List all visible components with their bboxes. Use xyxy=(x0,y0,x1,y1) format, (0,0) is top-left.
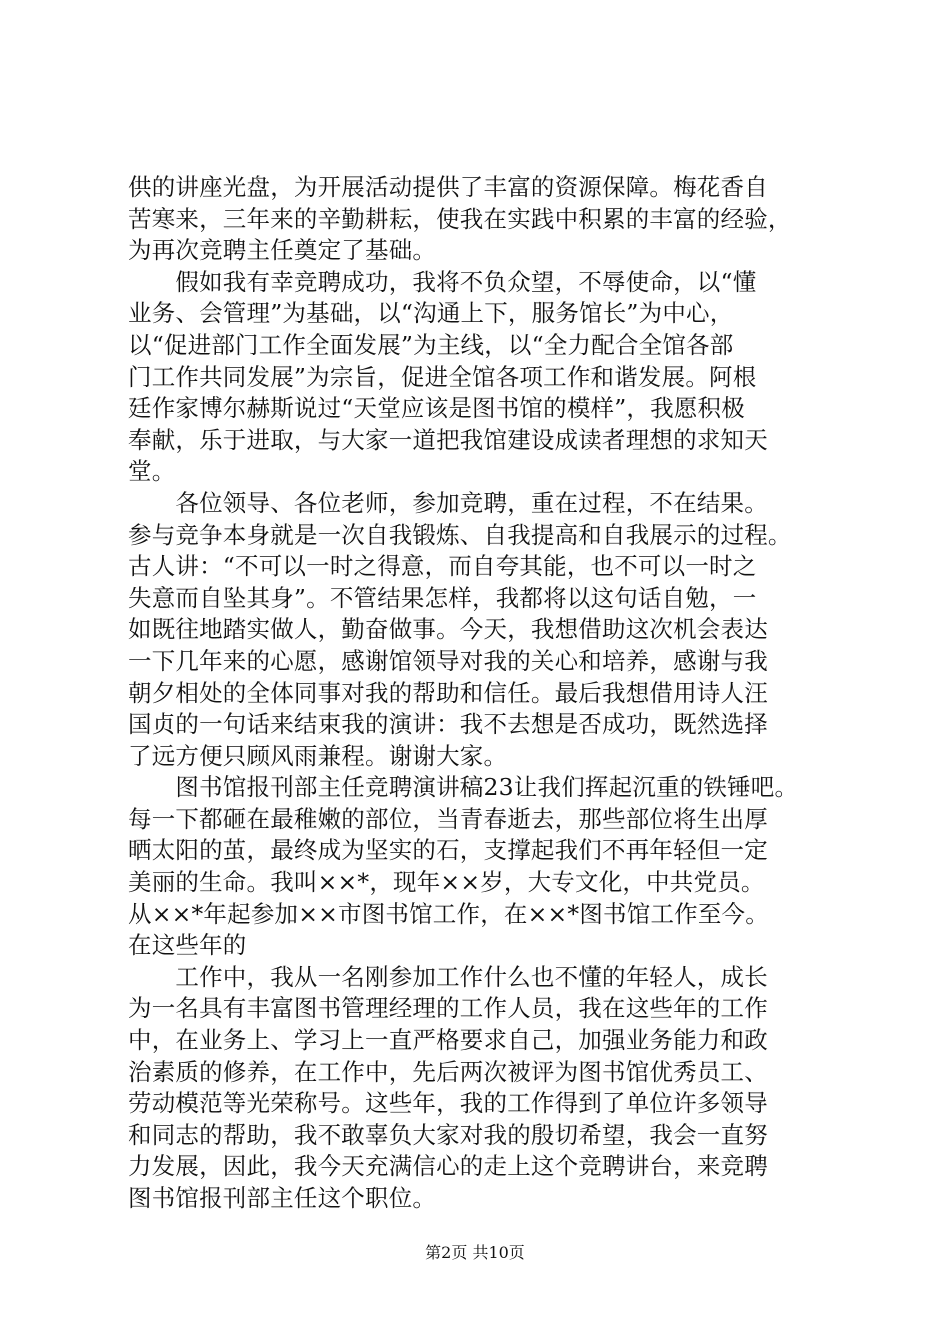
text-line: 晒太阳的茧，最终成为坚实的石，支撑起我们不再年轻但一定 xyxy=(128,836,768,865)
text-line: 图书馆报刊部主任竞聘演讲稿23让我们挥起沉重的铁锤吧。 xyxy=(128,773,799,802)
text-line: 劳动模范等光荣称号。这些年，我的工作得到了单位许多领导 xyxy=(128,1089,768,1118)
text-line: 图书馆报刊部主任这个职位。 xyxy=(128,1184,437,1212)
page-footer xyxy=(0,1243,950,1263)
text-line: 假如我有幸竞聘成功，我将不负众望，不辱使命，以“懂 xyxy=(128,267,757,296)
text-line: 供的讲座光盘，为开展活动提供了丰富的资源保障。梅花香自 xyxy=(128,173,768,201)
text-line: 为一名具有丰富图书管理经理的工作人员，我在这些年的工作 xyxy=(128,994,768,1023)
text-line: 和同志的帮助，我不敢辜负大家对我的殷切希望，我会一直努 xyxy=(128,1120,768,1149)
text-line: 国贞的一句话来结束我的演讲：我不去想是否成功，既然选择 xyxy=(128,710,768,739)
text-line: 失意而自坠其身”。不管结果怎样，我都将以这句话自勉，一 xyxy=(128,583,757,612)
text-line: 参与竞争本身就是一次自我锻炼、自我提高和自我展示的过程。 xyxy=(128,520,792,549)
text-line: 一下几年来的心愿，感谢馆领导对我的关心和培养，感谢与我 xyxy=(128,646,768,675)
text-line: 中，在业务上、学习上一直严格要求自己，加强业务能力和政 xyxy=(128,1026,768,1055)
text-line: 美丽的生命。我叫××*，现年××岁，大专文化，中共党员。 xyxy=(128,868,765,897)
text-line: 各位领导、各位老师，参加竞聘，重在过程，不在结果。 xyxy=(128,488,768,517)
text-line: 如既往地踏实做人，勤奋做事。今天，我想借助这次机会表达 xyxy=(128,615,768,644)
text-line: 苦寒来，三年来的辛勤耕耘，使我在实践中积累的丰富的经验， xyxy=(128,204,792,233)
text-line: 从××*年起参加××市图书馆工作，在××*图书馆工作至今。 xyxy=(128,899,769,928)
text-line: 力发展，因此，我今天充满信心的走上这个竞聘讲台，来竞聘 xyxy=(128,1152,768,1181)
text-line: 以“促进部门工作全面发展”为主线，以“全力配合全馆各部 xyxy=(128,330,734,359)
page-number-label: 第2页 共10页 xyxy=(425,1243,525,1262)
text-line: 了远方便只顾风雨兼程。谢谢大家。 xyxy=(128,741,508,770)
text-line: 为再次竞聘主任奠定了基础。 xyxy=(128,236,437,265)
text-line: 业务、会管理”为基础，以“沟通上下，服务馆长”为中心， xyxy=(128,299,734,328)
text-line: 堂。 xyxy=(128,457,176,486)
text-line: 在这些年的 xyxy=(128,931,247,960)
text-line: 朝夕相处的全体同事对我的帮助和信任。最后我想借用诗人汪 xyxy=(128,678,768,707)
text-line: 门工作共同发展”为宗旨，促进全馆各项工作和谐发展。阿根 xyxy=(128,362,757,391)
text-line: 古人讲：“不可以一时之得意，而自夸其能，也不可以一时之 xyxy=(128,552,757,581)
text-line: 廷作家博尔赫斯说过“天堂应该是图书馆的模样”，我愿积极 xyxy=(128,394,745,423)
text-line: 治素质的修养，在工作中，先后两次被评为图书馆优秀员工、 xyxy=(128,1057,768,1086)
text-line: 奉献，乐于进取，与大家一道把我馆建设成读者理想的求知天 xyxy=(128,425,768,454)
text-line: 每一下都砸在最稚嫩的部位，当青春逝去，那些部位将生出厚 xyxy=(128,804,768,833)
text-line: 工作中，我从一名刚参加工作什么也不懂的年轻人，成长 xyxy=(128,962,768,991)
body-text xyxy=(128,172,828,1215)
